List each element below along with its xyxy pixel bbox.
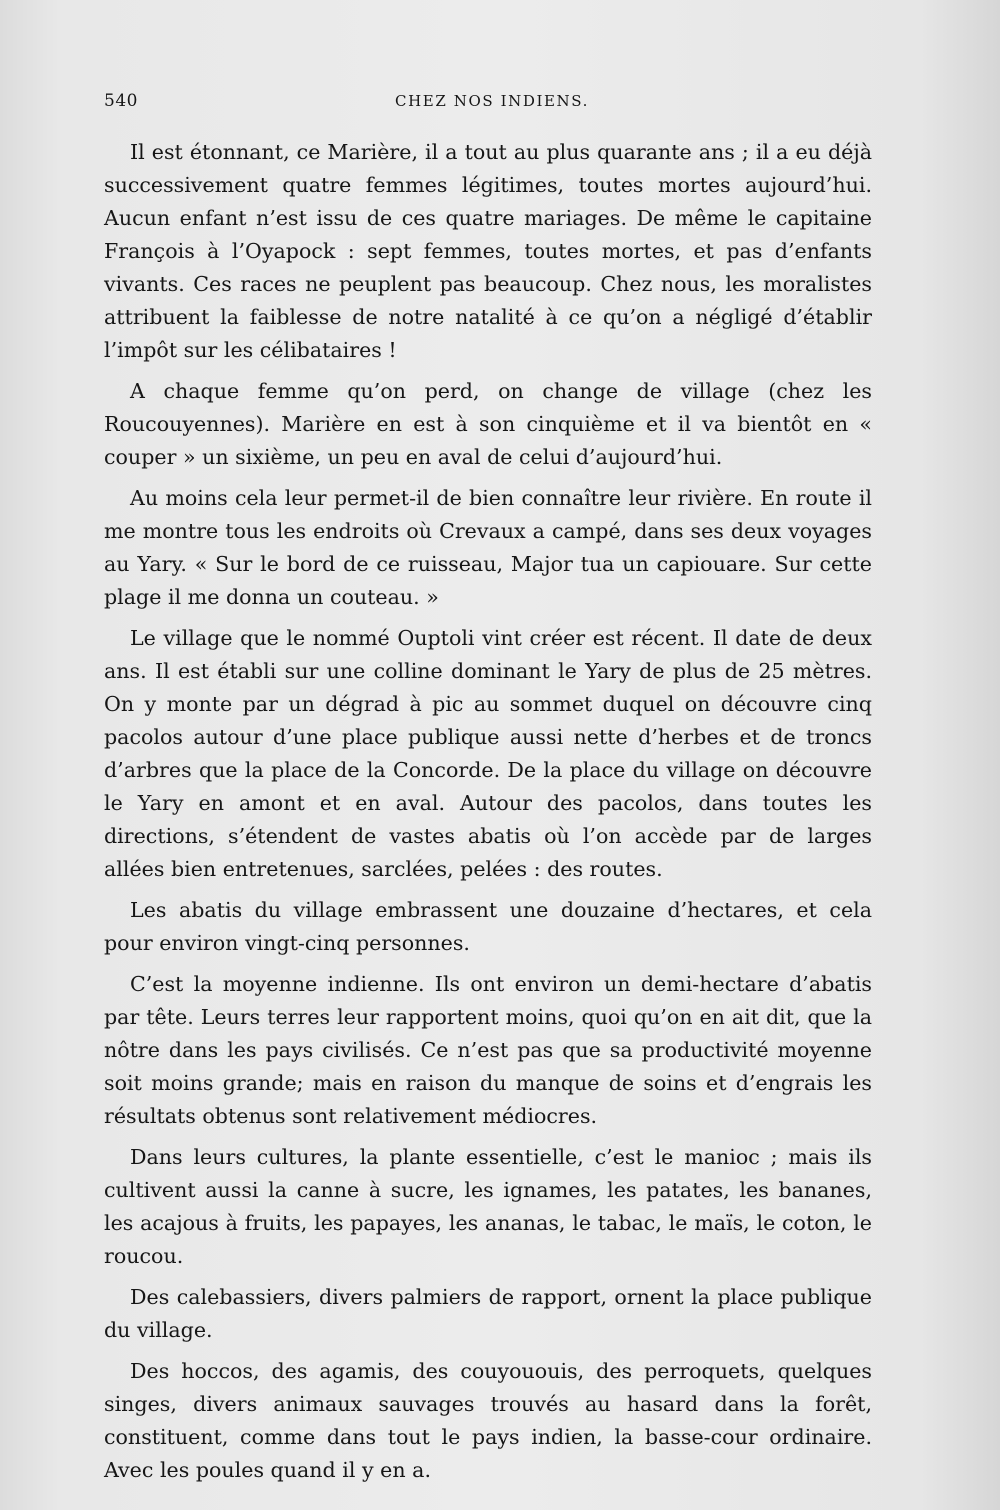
- running-title: CHEZ NOS INDIENS.: [395, 92, 589, 110]
- paragraph: Les abatis du village embrassent une douzaine d’hectares, et cela pour environ vingt-cinq personnes.: [104, 898, 872, 955]
- paragraph: Des hoccos, des agamis, des couyououis, des perroquets, quelques singes, divers animaux sauvages trouvés au hasard dans la forêt, constituent, comme dans tout le pays indien, la basse-cour ordinaire. Avec les poules quand il y en a.: [104, 1359, 872, 1482]
- paragraph: Des calebassiers, divers palmiers de rapport, ornent la place publique du village.: [104, 1285, 872, 1342]
- paragraph: C’est la moyenne indienne. Ils ont environ un demi-hectare d’abatis par tête. Leurs terres leur rapportent moins, quoi qu’on en ait dit, que la nôtre dans les pays civilisés. Ce n’est pas que sa productivité moyenne soit moins grande; mais en raison du manque de soins et d’engrais les résultats obtenus sont relativement médiocres.: [104, 972, 872, 1128]
- paragraph: Il est étonnant, ce Marière, il a tout au plus quarante ans ; il a eu déjà successivement quatre femmes légitimes, toutes mortes aujourd’hui. Aucun enfant n’est issu de ces quatre mariages. De même le capitaine François à l’Oyapock : sept femmes, toutes mortes, et pas d’enfants vivants. Ces races ne peuplent pas beaucoup. Chez nous, les moralistes attribuent la faiblesse de notre natalité à ce qu’on a négligé d’établir l’impôt sur les célibataires !: [104, 140, 872, 362]
- paragraph: Au moins cela leur permet-il de bien connaître leur rivière. En route il me montre tous les endroits où Crevaux a campé, dans ses deux voyages au Yary. « Sur le bord de ce ruisseau, Major tua un capiouare. Sur cette plage il me donna un couteau. »: [104, 486, 872, 609]
- page-number: 540: [104, 91, 138, 111]
- running-head: [104, 91, 880, 117]
- body-text: [104, 136, 872, 1495]
- paragraph: Le village que le nommé Ouptoli vint créer est récent. Il date de deux ans. Il est établi sur une colline dominant le Yary de plus de 25 mètres. On y monte par un dégrad à pic au sommet duquel on découvre cinq pacolos autour d’une place publique aussi nette d’herbes et de troncs d’arbres que la place de la Concorde. De la place du village on découvre le Yary en amont et en aval. Autour des pacolos, dans toutes les directions, s’étendent de vastes abatis où l’on accède par de larges allées bien entretenues, sarclées, pelées : des routes.: [104, 626, 872, 881]
- paragraph: A chaque femme qu’on perd, on change de village (chez les Roucouyennes). Marière en est à son cinquième et il va bientôt en « couper » un sixième, un peu en aval de celui d’aujourd’hui.: [104, 379, 872, 469]
- paragraph: Dans leurs cultures, la plante essentielle, c’est le manioc ; mais ils cultivent aussi la canne à sucre, les ignames, les patates, les bananes, les acajous à fruits, les papayes, les ananas, le tabac, le maïs, le coton, le roucou.: [104, 1145, 872, 1268]
